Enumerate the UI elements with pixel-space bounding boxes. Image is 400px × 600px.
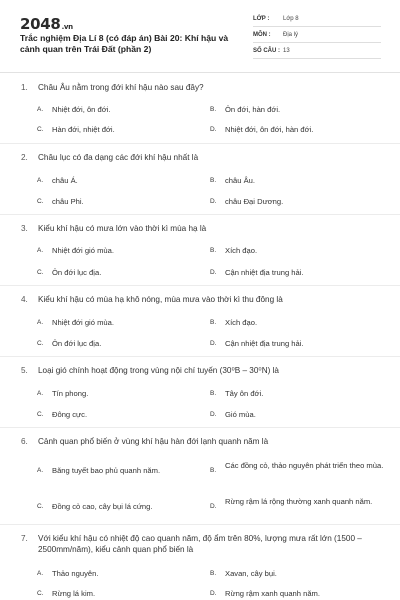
option-text: Các đồng cỏ, thảo nguyên phát triển theo mùa. (225, 461, 384, 470)
logo-main-text: 2048 (20, 15, 61, 33)
meta-subject-label: MÔN : (253, 32, 271, 38)
question-divider (0, 285, 400, 286)
option-letter: B. (210, 177, 217, 184)
option-letter: C. (37, 590, 44, 597)
question-text: Cảnh quan phổ biến ở vùng khí hậu hàn đới lạnh quanh năm là (38, 437, 269, 446)
option-text: Rừng lá kim. (52, 589, 96, 598)
option-text: châu Âu. (225, 176, 255, 185)
option-letter: A. (37, 467, 44, 474)
option-letter: A. (37, 319, 44, 326)
option-text: châu Đại Dương. (225, 197, 284, 206)
meta-class-value: Lớp 8 (283, 16, 299, 22)
option-text: Tín phong. (52, 389, 89, 398)
question-text: Châu lục có đa dạng các đới khí hậu nhất là (38, 153, 199, 162)
question-divider (0, 143, 400, 144)
option-letter: C. (37, 503, 44, 510)
question-divider (0, 214, 400, 215)
option-letter: D. (210, 126, 217, 133)
option-text: Nhiệt đới, ôn đới, hàn đới. (225, 125, 314, 134)
option-text: Đồng cỏ cao, cây bụi lá cứng. (52, 502, 153, 511)
header-divider (0, 72, 400, 73)
option-text: Cận nhiệt địa trung hải. (225, 339, 304, 348)
option-letter: B. (210, 467, 217, 474)
option-letter: B. (210, 319, 217, 326)
meta-class-label: LỚP : (253, 16, 270, 22)
worksheet-header (0, 0, 400, 68)
option-letter: C. (37, 340, 44, 347)
meta-count-label: SỐ CÂU : (253, 48, 280, 54)
option-letter: D. (210, 411, 217, 418)
option-text: Thảo nguyên. (52, 569, 99, 578)
meta-subject-value: Địa lý (283, 32, 299, 38)
question-number: 1. (21, 83, 28, 92)
option-text: Xích đạo. (225, 246, 258, 255)
question-number: 6. (21, 437, 28, 446)
option-letter: D. (210, 269, 217, 276)
option-letter: B. (210, 247, 217, 254)
option-text: Xavan, cây bụi. (225, 569, 277, 578)
site-logo[interactable] (20, 15, 73, 33)
option-letter: D. (210, 198, 217, 205)
question-text: Kiểu khí hậu có mùa hạ khô nóng, mùa mưa vào thời kì thu đông là (38, 295, 283, 304)
option-text: Tây ôn đới. (225, 389, 264, 398)
option-letter: C. (37, 126, 44, 133)
option-letter: C. (37, 198, 44, 205)
question-divider (0, 356, 400, 357)
option-text: Băng tuyết bao phủ quanh năm. (52, 466, 161, 475)
option-letter: A. (37, 177, 44, 184)
option-letter: D. (210, 590, 217, 597)
question-text: Với kiểu khí hậu có nhiệt độ cao quanh năm, độ ẩm trên 80%, lượng mưa rất lớn (1500 – 2500mm/năm), kiểu cảnh quan phổ biến là (38, 534, 362, 554)
option-letter: D. (210, 503, 217, 510)
meta-class-row (253, 13, 381, 27)
meta-count-row (253, 45, 381, 59)
option-letter: C. (37, 269, 44, 276)
question-text: Kiểu khí hậu có mưa lớn vào thời kì mùa hạ là (38, 224, 207, 233)
question-number: 7. (21, 534, 28, 543)
question-number: 2. (21, 153, 28, 162)
option-letter: B. (210, 390, 217, 397)
option-text: Ôn đới lục địa. (52, 339, 102, 348)
option-text: Đông cực. (52, 410, 88, 419)
option-letter: B. (210, 570, 217, 577)
question-text: Loại gió chính hoạt động trong vùng nội chí tuyến (30⁰B – 30⁰N) là (38, 366, 279, 375)
option-letter: B. (210, 106, 217, 113)
option-text: Rừng rậm lá rộng thường xanh quanh năm. (225, 497, 373, 506)
option-letter: D. (210, 340, 217, 347)
option-text: Ôn đới lục địa. (52, 268, 102, 277)
option-text: Xích đạo. (225, 318, 258, 327)
option-text: Nhiệt đới gió mùa. (52, 318, 114, 327)
question-number: 5. (21, 366, 28, 375)
option-letter: A. (37, 390, 44, 397)
option-text: Cận nhiệt địa trung hải. (225, 268, 304, 277)
option-letter: C. (37, 411, 44, 418)
option-text: châu Phi. (52, 197, 84, 206)
option-text: Hàn đới, nhiệt đới. (52, 125, 115, 134)
option-text: Gió mùa. (225, 410, 256, 419)
option-text: Nhiệt đới gió mùa. (52, 246, 114, 255)
option-text: Nhiệt đới, ôn đới. (52, 105, 111, 114)
question-divider (0, 427, 400, 428)
page-title: Trắc nghiệm Địa Lí 8 (có đáp án) Bài 20: Khí hậu và cảnh quan trên Trái Đất (phần 2) (20, 33, 229, 54)
option-text: Ôn đới, hàn đới. (225, 105, 281, 114)
meta-subject-row (253, 29, 381, 43)
question-divider (0, 524, 400, 525)
option-letter: A. (37, 247, 44, 254)
question-number: 4. (21, 295, 28, 304)
question-text: Châu Âu nằm trong đới khí hậu nào sau đây? (38, 83, 204, 92)
question-number: 3. (21, 224, 28, 233)
option-text: châu Á. (52, 176, 78, 185)
option-letter: A. (37, 106, 44, 113)
option-text: Rừng rậm xanh quanh năm. (225, 589, 320, 598)
logo-domain-text: .vn (61, 23, 73, 31)
meta-count-value: 13 (283, 48, 290, 54)
option-letter: A. (37, 570, 44, 577)
